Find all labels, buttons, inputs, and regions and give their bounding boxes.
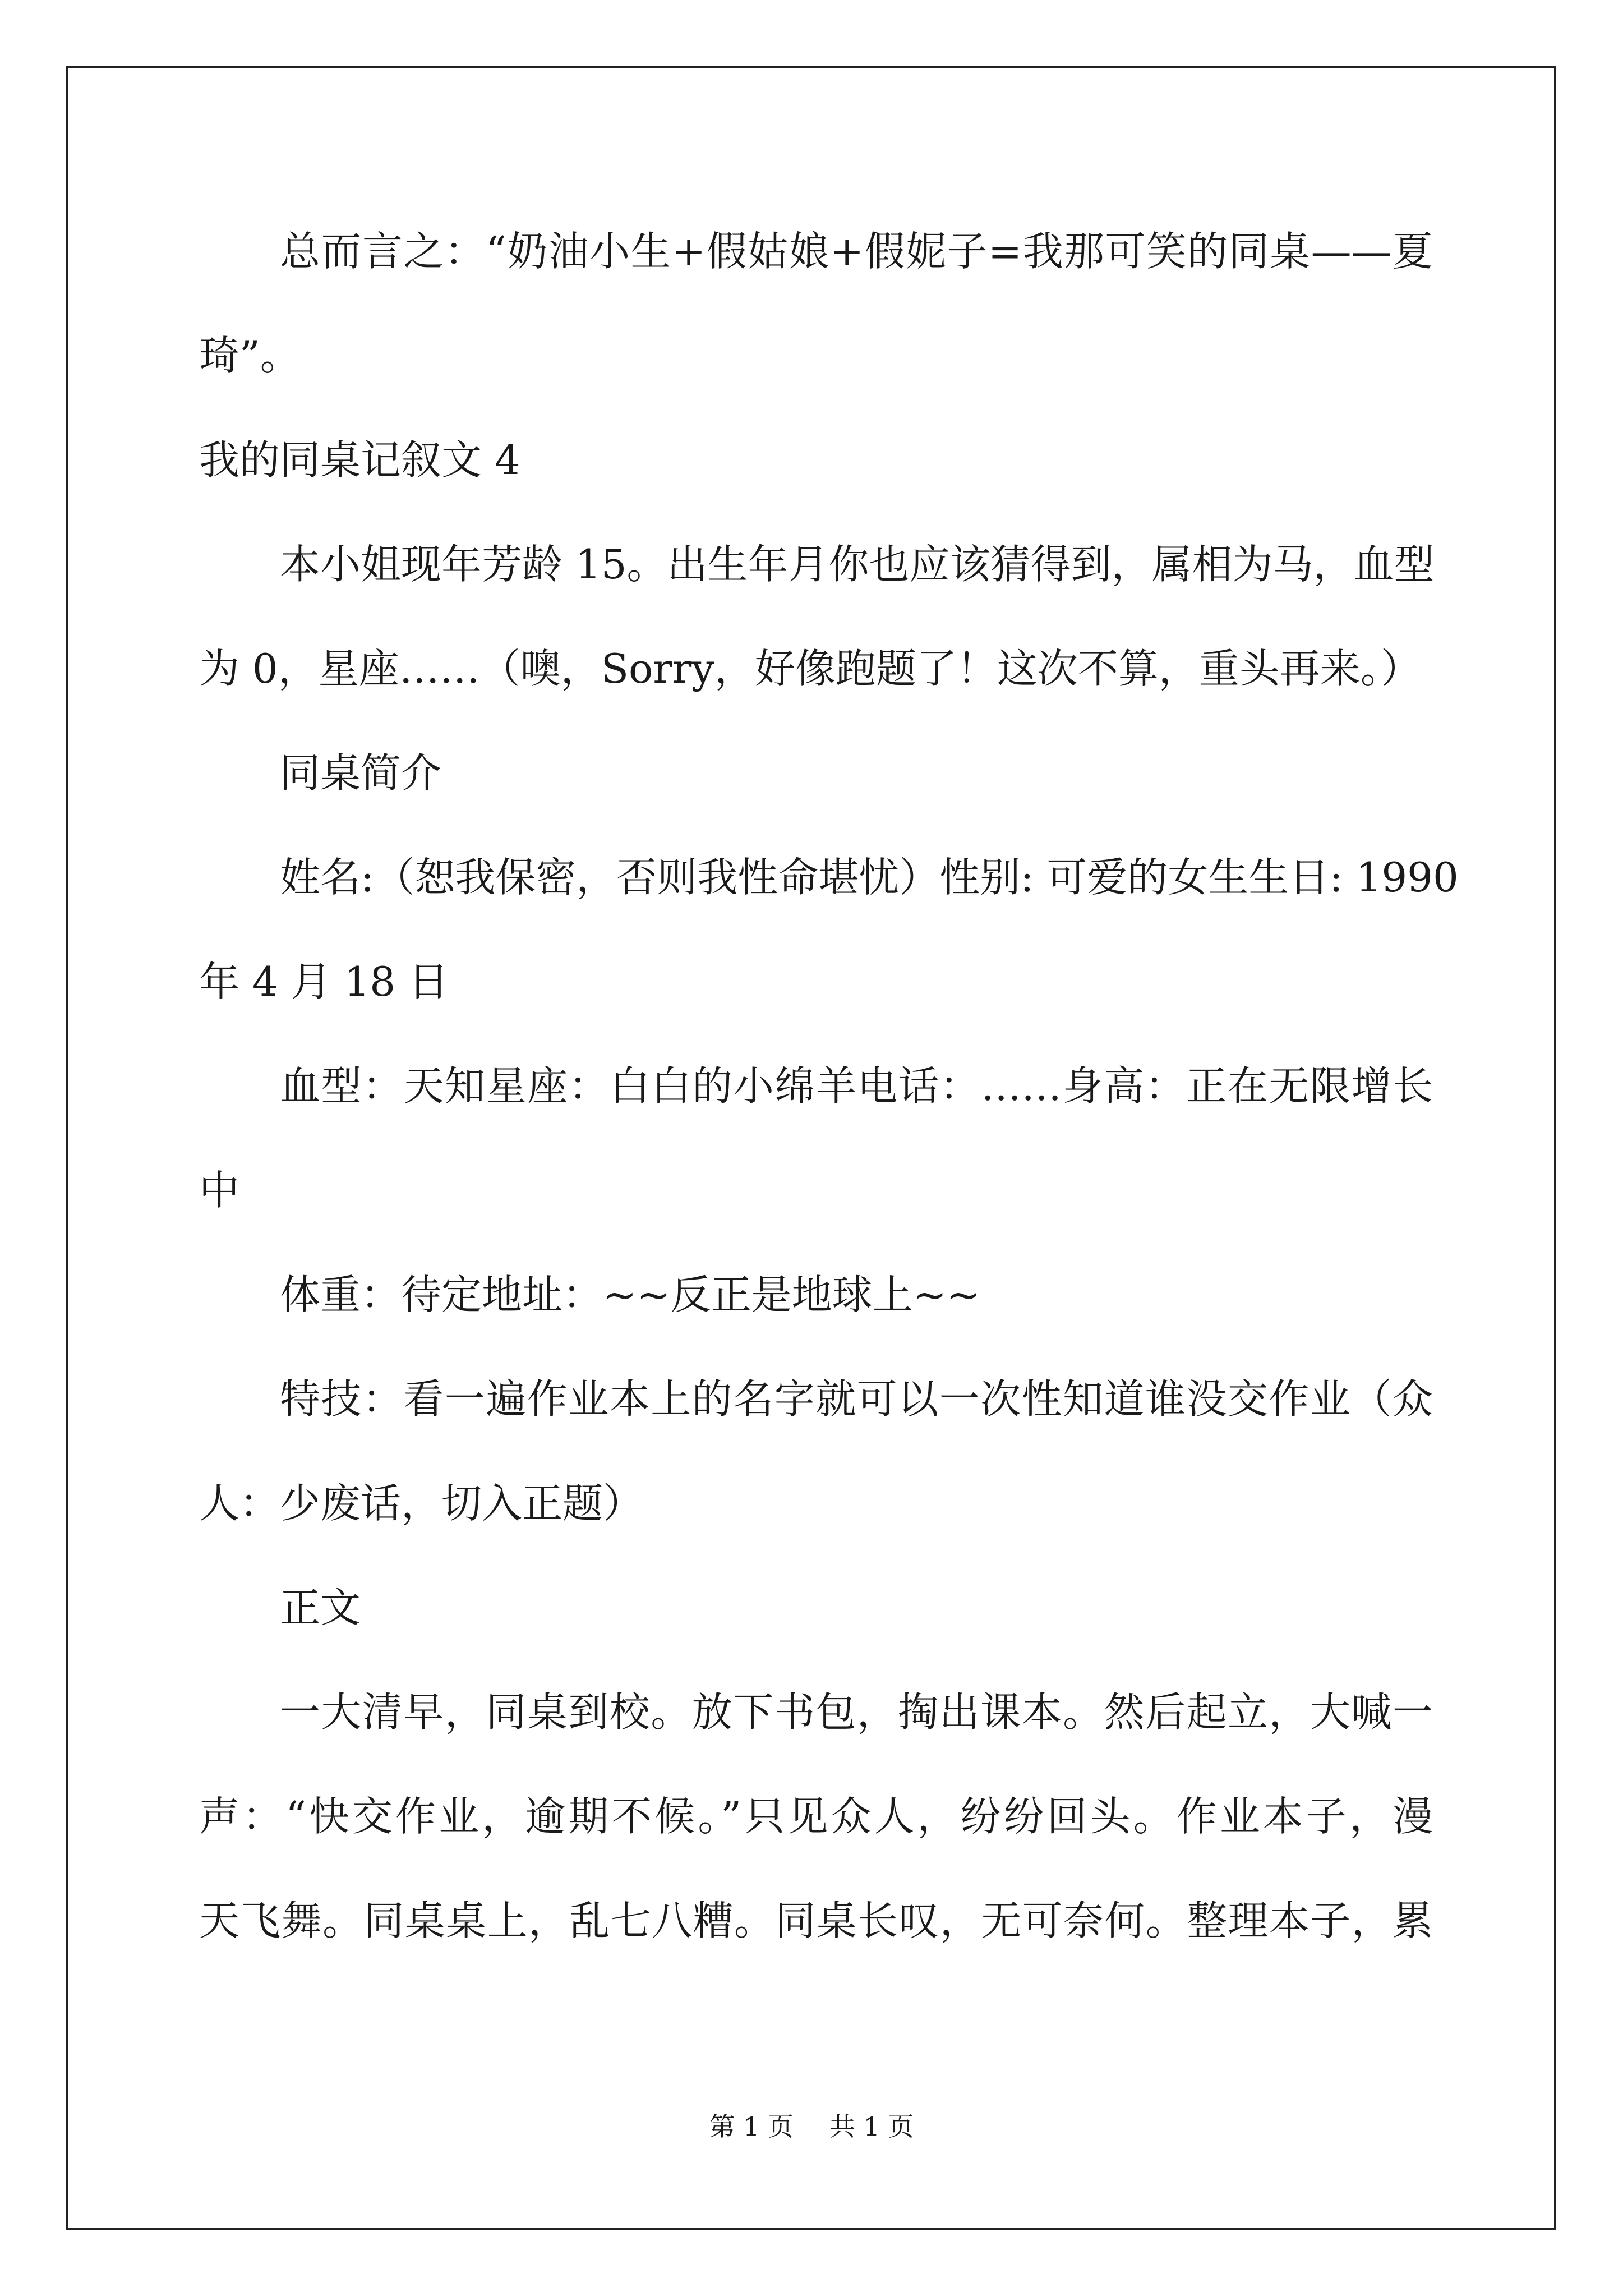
paragraph-line: 总而言之：“奶油小生+假姑娘+假妮子=我那可笑的同桌——夏 <box>280 228 1433 275</box>
paragraph-line: 声：“快交作业，逾期不候。”只见众人，纷纷回头。作业本子，漫 <box>199 1793 1433 1840</box>
paragraph-line: 一大清早，同桌到校。放下书包，掏出课本。然后起立，大喊一 <box>280 1688 1433 1736</box>
paragraph-line: 人：少废话，切入正题） <box>199 1480 644 1527</box>
paragraph-line: 特技：看一遍作业本上的名字就可以一次性知道谁没交作业（众 <box>280 1375 1433 1423</box>
paragraph-line: 琦”。 <box>199 332 301 379</box>
page-number-current: 第 1 页 <box>709 2111 794 2142</box>
page-number-total: 共 1 页 <box>829 2111 914 2142</box>
paragraph-line: 中 <box>199 1167 240 1214</box>
paragraph-line: 血型：天知星座：白白的小绵羊电话：……身高：正在无限增长 <box>280 1062 1433 1110</box>
paragraph-line: 年 4 月 18 日 <box>199 958 449 1005</box>
subheading: 正文 <box>280 1584 361 1631</box>
paragraph-line: 体重：待定地址：~~反正是地球上~~ <box>280 1271 981 1318</box>
paragraph-line: 本小姐现年芳龄 15。出生年月你也应该猜得到，属相为马，血型 <box>280 541 1435 588</box>
subheading: 同桌简介 <box>280 749 442 797</box>
paragraph-line: 姓名:（恕我保密，否则我性命堪忧）性别: 可爱的女生生日: 1990 <box>280 854 1459 901</box>
paragraph-line: 为 0，星座……（噢，Sorry，好像跑题了！这次不算，重头再来。） <box>199 645 1421 692</box>
paragraph-line: 天飞舞。同桌桌上，乱七八糟。同桌长叹，无可奈何。整理本子，累 <box>199 1897 1433 1944</box>
document-body <box>199 199 1459 1973</box>
section-heading: 我的同桌记叙文 4 <box>199 436 520 484</box>
page-footer <box>0 2106 1623 2143</box>
